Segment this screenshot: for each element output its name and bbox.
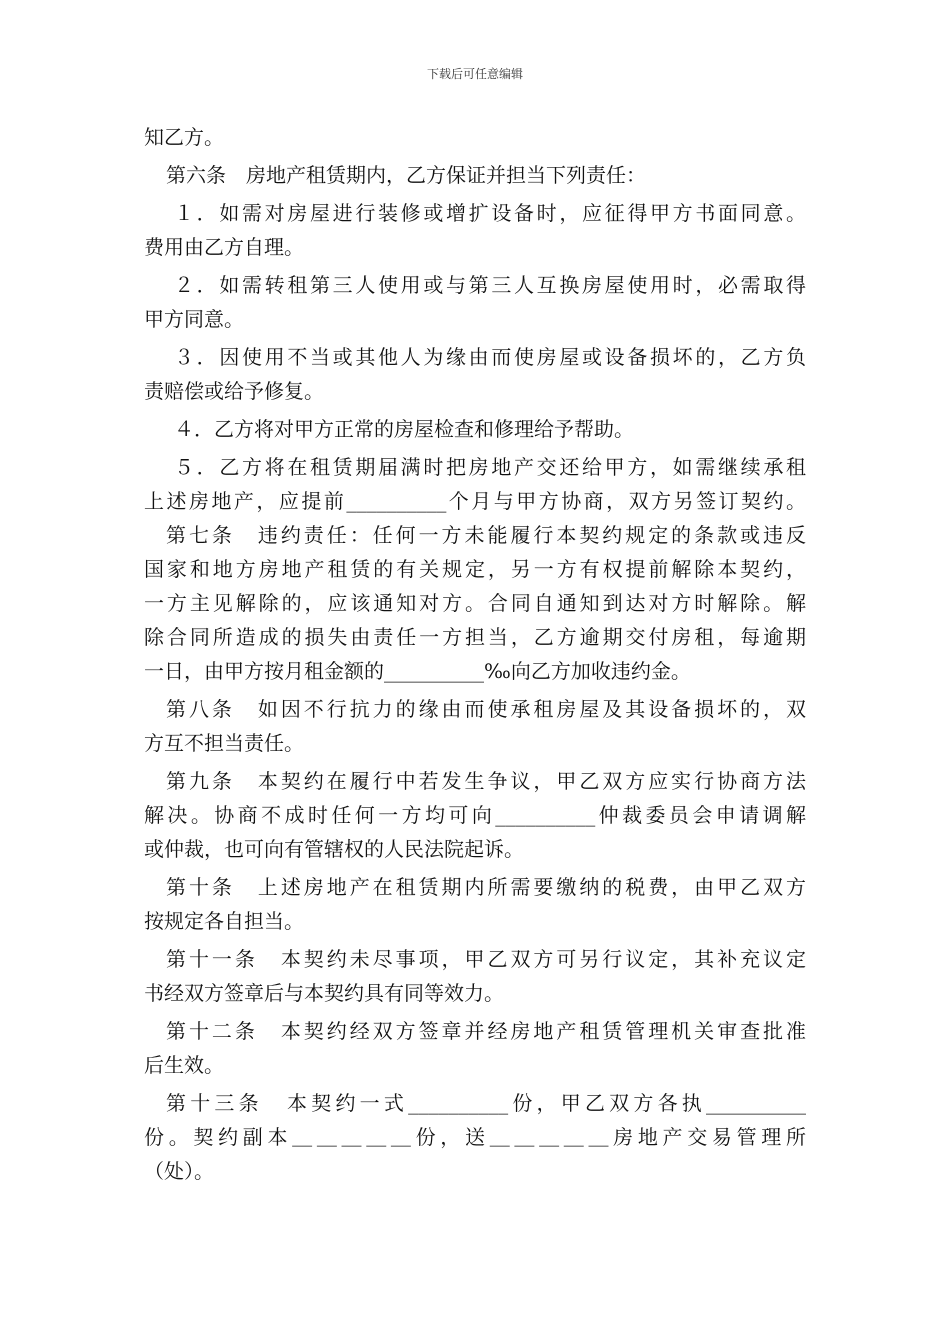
article-9: 第九条 本契约在履行中若发生争议，甲乙双方应实行协商方法	[166, 769, 806, 793]
text-line: 费用由乙方自理。	[144, 235, 304, 259]
contract-body	[144, 120, 806, 1188]
clause-6-3: ３．因使用不当或其他人为缘由而使房屋或设备损坏的，乙方负	[174, 345, 806, 369]
text-line: 一日，由甲方按月租金额的__________‰向乙方加收违约金。	[144, 659, 691, 683]
article-8: 第八条 如因不行抗力的缘由而使承租房屋及其设备损坏的，双	[166, 697, 806, 721]
clause-6-2: ２．如需转租第三人使用或与第三人互换房屋使用时，必需取得	[174, 273, 806, 297]
page-header: 下载后可任意编辑	[426, 67, 523, 81]
clause-6-1: １．如需对房屋进行装修或增扩设备时，应征得甲方书面同意。	[174, 201, 806, 225]
text-line: 方互不担当责任。	[144, 731, 304, 755]
article-6-heading: 第六条 房地产租赁期内，乙方保证并担当下列责任：	[166, 163, 646, 187]
text-line: 后生效。	[144, 1053, 224, 1077]
text-line: 责赔偿或给予修复。	[144, 379, 324, 403]
article-12: 第十二条 本契约经双方签章并经房地产租赁管理机关审查批准	[166, 1019, 806, 1043]
article-7: 第七条 违约责任：任何一方未能履行本契约规定的条款或违反	[166, 523, 806, 547]
text-line: 或仲裁，也可向有管辖权的人民法院起诉。	[144, 837, 524, 861]
text-line: 份。契约副本＿＿＿＿＿份，送＿＿＿＿＿房地产交易管理所	[144, 1125, 806, 1149]
text-line: 甲方同意。	[144, 307, 244, 331]
clause-6-4: ４．乙方将对甲方正常的房屋检查和修理给予帮助。	[174, 417, 634, 441]
text-line: 书经双方签章后与本契约具有同等效力。	[144, 981, 504, 1005]
article-13: 第十三条 本契约一式__________份，甲乙双方各执__________	[166, 1091, 806, 1115]
article-10: 第十条 上述房地产在租赁期内所需要缴纳的税费，由甲乙双方	[166, 875, 806, 899]
text-line: 知乙方。	[144, 125, 224, 149]
text-line: 一方主见解除的，应该通知对方。合同自通知到达对方时解除。解	[144, 591, 806, 615]
text-line: 解决。协商不成时任何一方均可向__________仲裁委员会申请调解	[144, 803, 806, 827]
text-line: 上述房地产，应提前__________个月与甲方协商，双方另签订契约。	[144, 489, 806, 513]
text-line: 除合同所造成的损失由责任一方担当，乙方逾期交付房租，每逾期	[144, 625, 806, 649]
article-11: 第十一条 本契约未尽事项，甲乙双方可另行议定，其补充议定	[166, 947, 806, 971]
text-line: 国家和地方房地产租赁的有关规定，另一方有权提前解除本契约，	[144, 557, 806, 581]
clause-6-5: ５．乙方将在租赁期届满时把房地产交还给甲方，如需继续承租	[174, 455, 806, 479]
text-line: （处）。	[144, 1159, 214, 1183]
text-line: 按规定各自担当。	[144, 909, 304, 933]
